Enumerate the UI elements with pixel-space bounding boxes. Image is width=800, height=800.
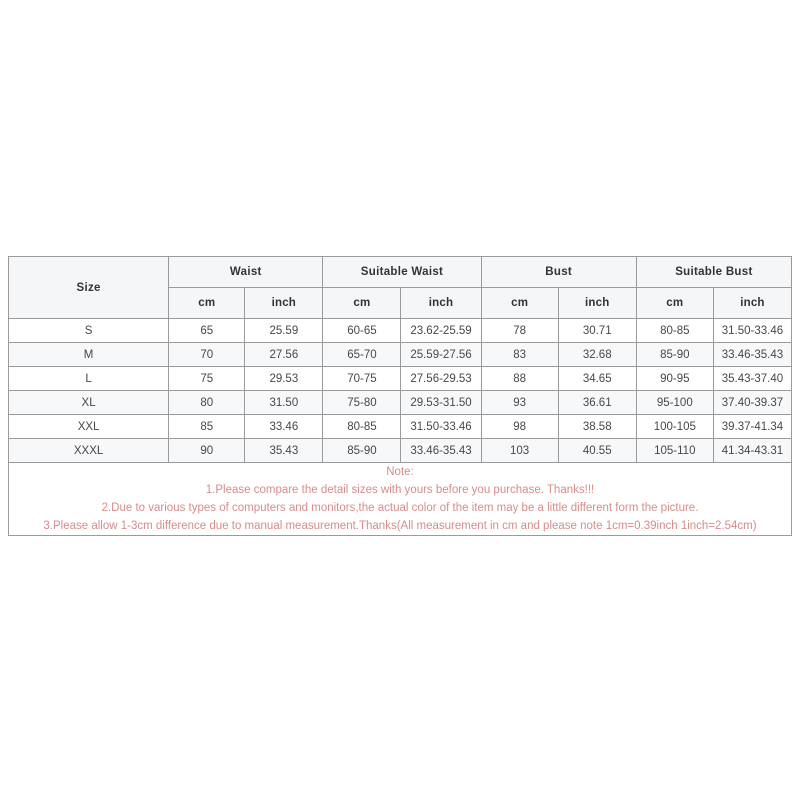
cell-waist-inch: 35.43	[245, 439, 323, 463]
cell-suitable-waist-cm: 75-80	[323, 391, 401, 415]
cell-suitable-bust-inch: 33.46-35.43	[713, 343, 791, 367]
cell-suitable-waist-inch: 27.56-29.53	[401, 367, 481, 391]
cell-suitable-waist-cm: 85-90	[323, 439, 401, 463]
cell-suitable-bust-inch: 37.40-39.37	[713, 391, 791, 415]
notes-row	[9, 463, 792, 536]
cell-waist-inch: 31.50	[245, 391, 323, 415]
cell-waist-cm: 85	[169, 415, 245, 439]
cell-waist-cm: 75	[169, 367, 245, 391]
cell-suitable-bust-inch: 35.43-37.40	[713, 367, 791, 391]
cell-suitable-bust-cm: 90-95	[636, 367, 713, 391]
cell-size: S	[9, 319, 169, 343]
cell-waist-inch: 29.53	[245, 367, 323, 391]
cell-bust-inch: 38.58	[558, 415, 636, 439]
cell-size: L	[9, 367, 169, 391]
unit-header-suitable-waist-inch: inch	[401, 288, 481, 319]
cell-waist-cm: 90	[169, 439, 245, 463]
cell-bust-cm: 83	[481, 343, 558, 367]
cell-waist-inch: 25.59	[245, 319, 323, 343]
cell-size: XXL	[9, 415, 169, 439]
table-row	[9, 343, 792, 367]
table-row	[9, 391, 792, 415]
unit-header-waist-cm: cm	[169, 288, 245, 319]
notes-line-1: 1.Please compare the detail sizes with yours before you purchase. Thanks!!!	[205, 484, 595, 496]
cell-waist-cm: 70	[169, 343, 245, 367]
column-group-header-bust: Bust	[481, 257, 636, 288]
group-header-row	[9, 257, 792, 288]
cell-suitable-bust-cm: 100-105	[636, 415, 713, 439]
cell-suitable-waist-inch: 23.62-25.59	[401, 319, 481, 343]
cell-waist-cm: 65	[169, 319, 245, 343]
cell-suitable-waist-cm: 65-70	[323, 343, 401, 367]
table-row	[9, 319, 792, 343]
cell-suitable-waist-inch: 29.53-31.50	[401, 391, 481, 415]
unit-header-suitable-bust-cm: cm	[636, 288, 713, 319]
cell-suitable-bust-inch: 41.34-43.31	[713, 439, 791, 463]
cell-bust-inch: 40.55	[558, 439, 636, 463]
notes-line-3: 3.Please allow 1-3cm difference due to manual measurement.Thanks(All measurement in cm and please note 1cm=0.39inch 1inch=2.54cm)	[43, 520, 757, 532]
cell-size: XL	[9, 391, 169, 415]
cell-waist-inch: 27.56	[245, 343, 323, 367]
unit-header-bust-cm: cm	[481, 288, 558, 319]
table-row	[9, 415, 792, 439]
size-chart-table	[8, 256, 792, 536]
cell-bust-cm: 93	[481, 391, 558, 415]
size-chart-container	[8, 256, 792, 536]
cell-suitable-bust-inch: 39.37-41.34	[713, 415, 791, 439]
column-group-header-waist: Waist	[169, 257, 323, 288]
cell-suitable-waist-cm: 60-65	[323, 319, 401, 343]
table-row	[9, 439, 792, 463]
cell-suitable-waist-cm: 70-75	[323, 367, 401, 391]
unit-header-waist-inch: inch	[245, 288, 323, 319]
cell-bust-inch: 36.61	[558, 391, 636, 415]
table-row	[9, 367, 792, 391]
notes-line-2: 2.Due to various types of computers and monitors,the actual color of the item may be a little different form the picture.	[101, 502, 699, 514]
cell-suitable-waist-cm: 80-85	[323, 415, 401, 439]
notes-title: Note:	[386, 466, 414, 478]
cell-bust-cm: 103	[481, 439, 558, 463]
cell-suitable-bust-cm: 105-110	[636, 439, 713, 463]
unit-header-suitable-waist-cm: cm	[323, 288, 401, 319]
cell-suitable-bust-cm: 85-90	[636, 343, 713, 367]
cell-suitable-waist-inch: 25.59-27.56	[401, 343, 481, 367]
cell-suitable-bust-inch: 31.50-33.46	[713, 319, 791, 343]
cell-waist-cm: 80	[169, 391, 245, 415]
cell-bust-inch: 32.68	[558, 343, 636, 367]
notes-cell	[9, 463, 792, 536]
table-head	[9, 257, 792, 319]
unit-header-suitable-bust-inch: inch	[713, 288, 791, 319]
cell-suitable-bust-cm: 80-85	[636, 319, 713, 343]
cell-bust-inch: 30.71	[558, 319, 636, 343]
cell-size: XXXL	[9, 439, 169, 463]
cell-bust-cm: 98	[481, 415, 558, 439]
cell-size: M	[9, 343, 169, 367]
cell-waist-inch: 33.46	[245, 415, 323, 439]
unit-header-bust-inch: inch	[558, 288, 636, 319]
table-body	[9, 319, 792, 536]
column-header-size: Size	[9, 257, 169, 319]
cell-bust-inch: 34.65	[558, 367, 636, 391]
cell-suitable-waist-inch: 33.46-35.43	[401, 439, 481, 463]
cell-bust-cm: 88	[481, 367, 558, 391]
cell-suitable-waist-inch: 31.50-33.46	[401, 415, 481, 439]
cell-bust-cm: 78	[481, 319, 558, 343]
column-group-header-suitable-bust: Suitable Bust	[636, 257, 791, 288]
column-group-header-suitable-waist: Suitable Waist	[323, 257, 481, 288]
cell-suitable-bust-cm: 95-100	[636, 391, 713, 415]
